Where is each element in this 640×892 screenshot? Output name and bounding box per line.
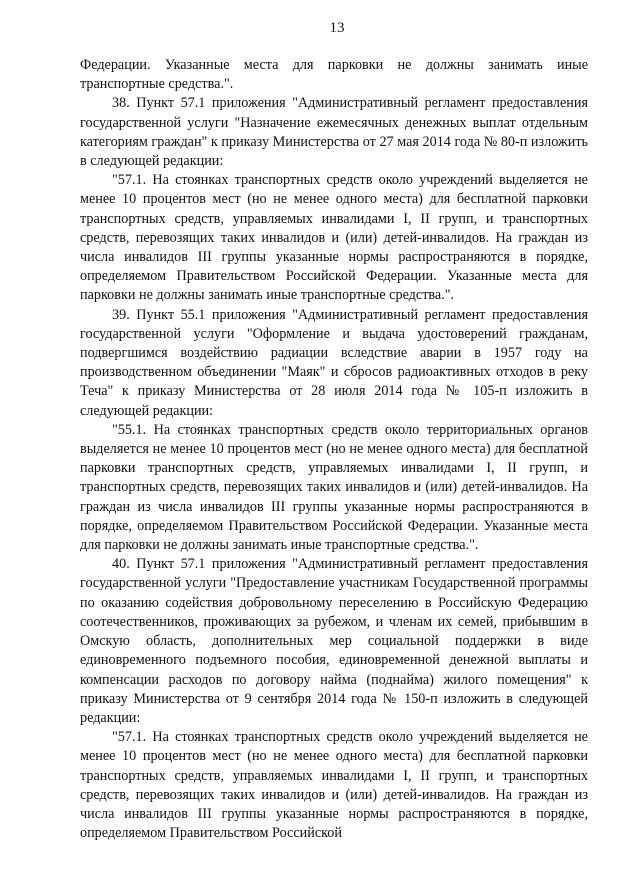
document-page <box>80 0 588 843</box>
paragraph-item-40: 40. Пункт 57.1 приложения "Административный регламент предоставления государственной услуги "Предоставление участникам Государственной программы по оказанию содействия добровольному переселению в Российскую Федерацию соотечественников, проживающих за рубежом, и членам их семей, прибывшим в Омскую область, дополнительных мер социальной поддержки в виде единовременного подъемного пособия, единовременной денежной выплаты и компенсации расходов по договору найма (поднайма) жилого помещения" к приказу Министерства от 9 сентября 2014 года № 150-п изложить в следующей редакции: <box>80 556 588 726</box>
page-number: 13 <box>329 20 345 36</box>
paragraph-quote-55-1: "55.1. На стоянках транспортных средств около территориальных органов выделяется не менее 10 процентов мест (но не менее одного места) для бесплатной парковки транспортных средств, управляемых инвалидами I, II групп, и транспортных средств, перевозящих таких инвалидов и (или) детей-инвалидов. На граждан из числа инвалидов III группы указанные нормы распространяются в порядке, определяемом Правительством Российской Федерации. Указанные места для парковки не должны занимать иные транспортные средства.". <box>80 421 588 554</box>
paragraph-quote-57-1-second: "57.1. На стоянках транспортных средств около учреждений выделяется не менее 10 процентов мест (но не менее одного места) для бесплатной парковки транспортных средств, управляемых инвалидами I, II групп, и транспортных средств, перевозящих таких инвалидов и (или) детей-инвалидов. На граждан из числа инвалидов III группы указанные нормы распространяются в порядке, определяемом Правительством Российской <box>80 729 588 842</box>
document-body <box>80 56 588 843</box>
paragraph-quote-57-1: "57.1. На стоянках транспортных средств около учреждений выделяется не менее 10 процентов мест (но не менее одного места) для бесплатной парковки транспортных средств, управляемых инвалидами I, II групп, и транспортных средств, перевозящих таких инвалидов и (или) детей-инвалидов. На граждан из числа инвалидов III группы указанные нормы распространяются в порядке, определяемом Правительством Российской Федерации. Указанные места для парковки не должны занимать иные транспортные средства.". <box>80 172 588 304</box>
paragraph-item-39: 39. Пункт 55.1 приложения "Административный регламент предоставления государственной услуги "Оформление и выдача удостоверений гражданам, подвергшимся воздействию радиации вследствие аварии в 1957 году на производственном объединении "Маяк" и сбросов радиоактивных отходов в реку Теча" к приказу Министерства от 28 июля 2014 года № 105-п изложить в следующей редакции: <box>80 306 588 419</box>
paragraph-continuation: Федерации. Указанные места для парковки не должны занимать иные транспортные средства.". <box>80 57 588 93</box>
paragraph-item-38: 38. Пункт 57.1 приложения "Административный регламент предоставления государственной услуги "Назначение ежемесячных денежных выплат отдельным категориям граждан" к приказу Министерства от 27 мая 2014 года № 80-п изложить в следующей редакции: <box>80 95 588 170</box>
